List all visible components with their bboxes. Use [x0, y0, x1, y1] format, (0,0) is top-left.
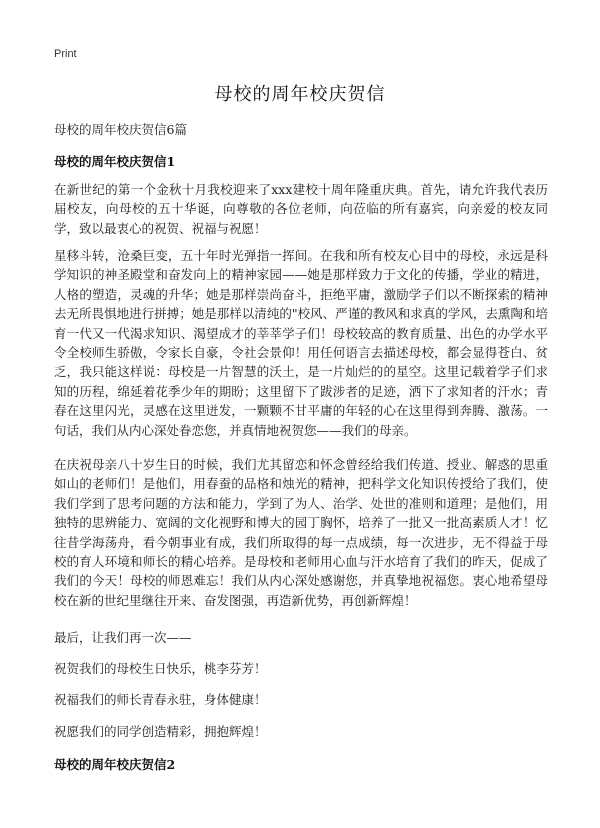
wish-line-1: 祝贺我们的母校生日快乐，桃李芬芳！	[54, 661, 267, 676]
section-heading-2: 母校的周年校庆贺信2	[54, 757, 176, 772]
paragraph-3: 在庆祝母亲八十岁生日的时候，我们尤其留恋和怀念曾经给我们传道、授业、解惑的思重如山的老师们！是他们，用春蚕的品格和烛光的精神，把科学文化知识传授给了我们，使我们学到了思考问题的方法和能力，学到了为人、治学、处世的准则和道理；是他们，用独特的思辨能力、宽阔的文化视野和博大的园丁胸怀，培养了一批又一批高素质人才！忆往昔学海荡舟，看今朝事业有成，我们所取得的每一点成绩，每一次进步，无不得益于母校的育人环境和师长的精心培养。是母校和老师用心血与汗水培育了我们的昨天，促成了我们的今天！母校的师恩难忘！我们从内心深处感谢您，并真挚地祝福您。衷心地希望母校在新的世纪里继往开来、奋发图强，再造新优势，再创新辉煌！	[54, 457, 548, 608]
paragraph-2: 星移斗转，沧桑巨变，五十年时光弹指一挥间。在我和所有校友心目中的母校，永远是科学知识的神圣殿堂和奋发向上的精神家园——她是那样致力于文化的传播，学业的精进，人格的塑造，灵魂的升华；她是那样崇尚奋斗，拒绝平庸，激励学子们以不断探索的精神去无所畏惧地进行拼搏；她是那样以清纯的"校风、严谨的教风和求真的学风，去熏陶和培育一代又一代渴求知识、渴望成才的莘莘学子们！母校较高的教育质量、出色的办学水平令全校师生骄傲，令家长自豪，令社会景仰！用任何语言去描述母校，都会显得苍白、贫乏，我只能这样说：母校是一片智慧的沃土，是一片灿烂的的星空。这里记载着学子们求知的历程，绵延着花季少年的期盼；这里留下了跋涉者的足迹，洒下了求知者的汗水；青春在这里闪光，灵感在这里迸发，一颗颗不甘平庸的年轻的心在这里得到奔腾、激荡。一句话，我们从内心深处眷恋您，并真情地祝贺您——我们的母亲。	[54, 248, 548, 438]
document-subtitle: 母校的周年校庆贺信6篇	[54, 122, 187, 137]
section-heading-1: 母校的周年校庆贺信1	[54, 154, 176, 169]
document-title: 母校的周年校庆贺信	[214, 84, 386, 105]
wish-line-3: 祝愿我们的同学创造精彩，拥抱辉煌！	[54, 724, 267, 739]
wish-line-2: 祝福我们的师长青春永驻，身体健康！	[54, 692, 267, 707]
print-link[interactable]: Print	[54, 48, 77, 60]
paragraph-1: 在新世纪的第一个金秋十月我校迎来了xxx建校十周年隆重庆典。首先，请允许我代表历届校友，向母校的五十华诞，向尊敬的各位老师，向莅临的所有嘉宾，向亲爱的校友同学，致以最衷心的祝贺、祝福与祝愿！	[54, 182, 548, 236]
closing-line: 最后，让我们再一次——	[54, 630, 192, 645]
